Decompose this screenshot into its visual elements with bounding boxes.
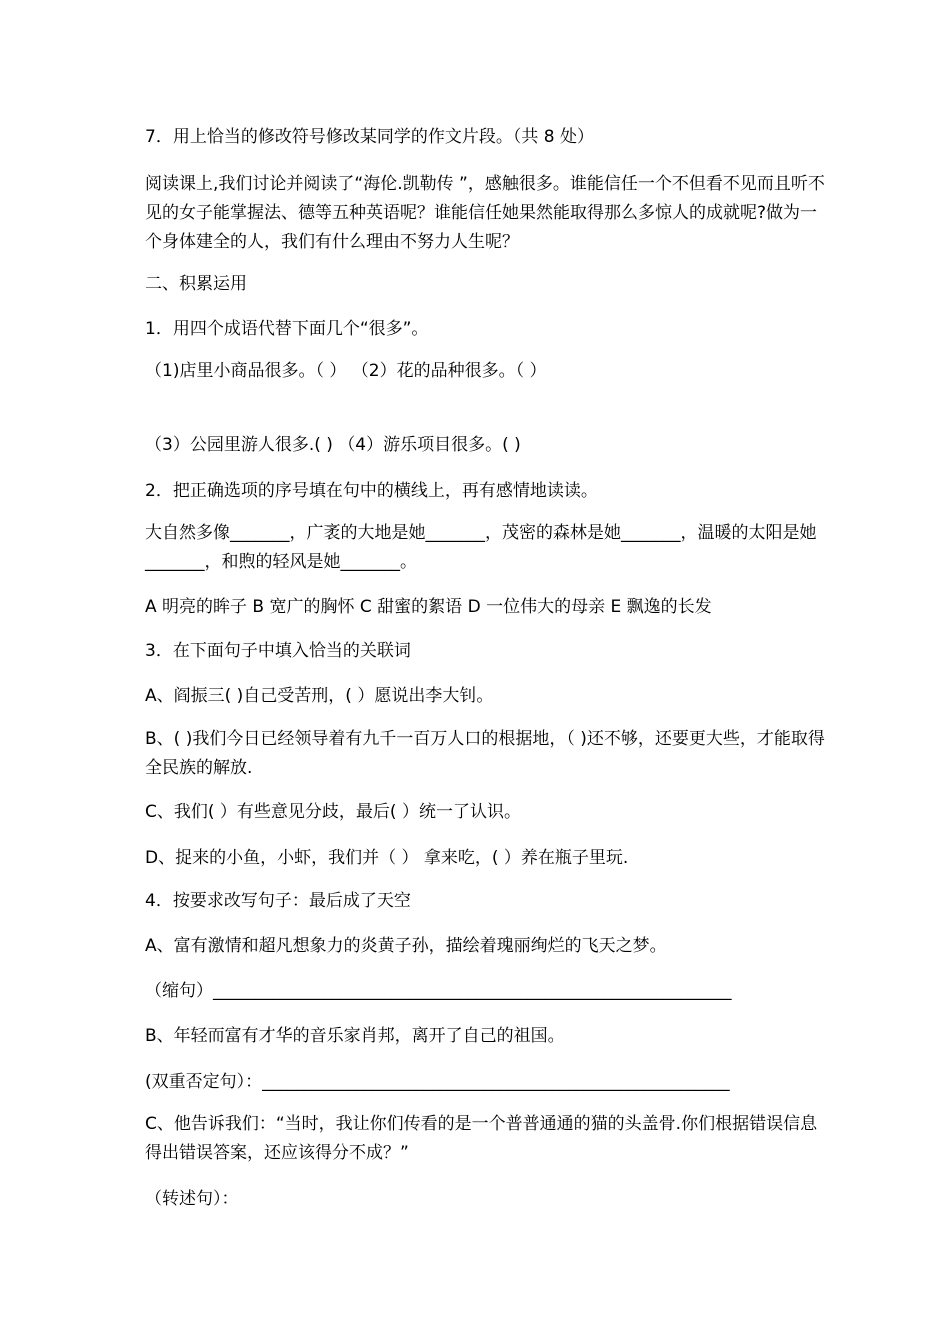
question-4-item-c-answer-line[interactable]: （转述句）：	[145, 1189, 239, 1209]
question-4-title: 4．按要求改写句子：最后成了天空	[145, 891, 411, 911]
question-1-line-2: （3）公园里游人很多.( ) （4）游乐项目很多。( )	[145, 435, 521, 455]
question-7-title: 7．用上恰当的修改符号修改某同学的作文片段。（共 8 处）	[145, 127, 594, 147]
question-4-item-b-answer-line[interactable]: (双重否定句）：_______________________________________________________	[145, 1072, 730, 1092]
question-4-item-c: C、他告诉我们：“当时，我让你们传看的是一个普普通通的猫的头盖骨.你们根据错误信息得出错误答案，还应该得分不成？”	[145, 1114, 818, 1163]
question-4-item-a-answer-line[interactable]: （缩句）_____________________________________________________________	[145, 981, 732, 1001]
question-7-passage: 阅读课上,我们讨论并阅读了“海伦.凯勒传 ”，感触很多。谁能信任一个不但看不见而且听不见的女子能掌握法、德等五种英语呢？谁能信任她果然能取得那么多惊人的成就呢?做为一个身体建全的人，我们有什么理由不努力人生呢？	[145, 174, 825, 252]
question-2-options: A 明亮的眸子 B 宽广的胸怀 C 甜蜜的絮语 D 一位伟大的母亲 E 飘逸的长发	[145, 597, 712, 617]
question-3-title: 3．在下面句子中填入恰当的关联词	[145, 641, 411, 661]
question-2-sentence: 大自然多像_______，广袤的大地是她_______，茂密的森林是她_______，温暖的太阳是她_______，和煦的轻风是她_______。	[145, 523, 817, 572]
question-1-title: 1．用四个成语代替下面几个“很多”。	[145, 319, 429, 339]
question-2-title: 2．把正确选项的序号填在句中的横线上，再有感情地读读。	[145, 481, 598, 501]
question-3-item-c: C、我们( ）有些意见分歧，最后( ）统一了认识。	[145, 802, 521, 822]
question-4-item-b: B、年轻而富有才华的音乐家肖邦，离开了自己的祖国。	[145, 1026, 565, 1046]
section-2-title: 二、积累运用	[145, 274, 247, 294]
question-3-item-a: A、阎振三( )自己受苦刑，( ）愿说出李大钊。	[145, 686, 494, 706]
question-3-item-b: B、( )我们今日已经领导着有九千一百万人口的根据地，（ )还不够，还要更大些，才能取得全民族的解放.	[145, 729, 825, 778]
question-4-item-a: A、富有激情和超凡想象力的炎黄子孙，描绘着瑰丽绚烂的飞天之梦。	[145, 936, 667, 956]
question-3-item-d: D、捉来的小鱼，小虾，我们并（ ） 拿来吃，( ）养在瓶子里玩.	[145, 848, 629, 868]
question-1-line-1: （1)店里小商品很多。（ ） （2）花的品种很多。（ ）	[145, 361, 547, 381]
